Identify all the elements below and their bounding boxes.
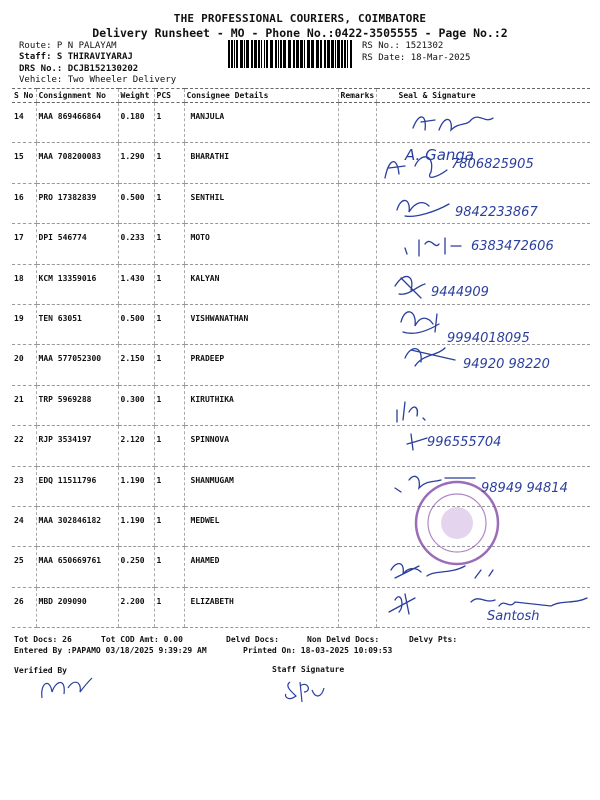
handwritten-number: 94920 98220 [463, 357, 550, 372]
row-pcs: 1 [154, 385, 184, 425]
barcode-bar [307, 40, 310, 68]
row-sno: 24 [12, 506, 36, 546]
row-remarks [338, 264, 376, 304]
row-sno: 26 [12, 587, 36, 627]
row-remarks [338, 304, 376, 344]
row-weight: 0.300 [118, 385, 154, 425]
handwritten-number: 6383472606 [471, 239, 554, 254]
delivery-points: Delvy Pts: [409, 635, 458, 644]
total-docs: Tot Docs: 26 [14, 635, 72, 644]
col-pcs: PCS [154, 89, 184, 103]
row-consignee: BHARATHI [184, 143, 338, 183]
row-weight: 0.500 [118, 183, 154, 223]
row-sno: 18 [12, 264, 36, 304]
row-sno: 21 [12, 385, 36, 425]
verifier-signature [36, 670, 96, 704]
row-consignment-no: EDQ 11511796 [36, 466, 118, 506]
row-weight: 2.150 [118, 345, 154, 385]
row-remarks [338, 547, 376, 587]
signature-stroke [397, 402, 425, 422]
barcode-bar [270, 40, 273, 68]
row-pcs: 1 [154, 183, 184, 223]
drs-label: DRS No.: DCJB152130202 [19, 64, 139, 74]
row-pcs: 1 [154, 506, 184, 546]
barcode-bar [231, 40, 233, 68]
vehicle-label: Vehicle: Two Wheeler Delivery [19, 75, 177, 85]
barcode-bar [296, 40, 299, 68]
entered-by: Entered By :PAPAMO 03/18/2025 9:39:29 AM [14, 646, 207, 655]
row-consignee: ELIZABETH [184, 587, 338, 627]
handwritten-name: A. Ganga [405, 146, 475, 164]
handwritten-number: 996555704 [427, 435, 502, 450]
barcode-bar [341, 40, 343, 68]
barcode-bar [283, 40, 286, 68]
row-consignee: PRADEEP [184, 345, 338, 385]
barcode-bar [344, 40, 346, 68]
barcode-bar [327, 40, 330, 68]
barcode-bar [234, 40, 235, 68]
row-consignment-no: MBD 209090 [36, 587, 118, 627]
row-pcs: 1 [154, 345, 184, 385]
non-delivered-docs: Non Delvd Docs: [307, 635, 380, 644]
row-remarks [338, 426, 376, 466]
signature-stroke [405, 348, 455, 366]
signature-stroke [395, 276, 425, 298]
row-remarks [338, 103, 376, 143]
barcode-icon [228, 40, 354, 68]
row-remarks [338, 506, 376, 546]
row-pcs: 1 [154, 587, 184, 627]
signature-stroke [405, 238, 461, 256]
row-consignment-no: TRP 5969288 [36, 385, 118, 425]
barcode-bar [261, 40, 262, 68]
runsheet-subtitle: Delivery Runsheet - MO - Phone No.:0422-3505555 - Page No.:2 [92, 26, 508, 40]
row-pcs: 1 [154, 143, 184, 183]
row-pcs: 1 [154, 224, 184, 264]
row-remarks [338, 143, 376, 183]
signature-stroke [471, 598, 587, 606]
row-consignment-no: TEN 63051 [36, 304, 118, 344]
total-cod: Tot COD Amt: 0.00 [101, 635, 183, 644]
row-consignee: MEDWEL [184, 506, 338, 546]
row-consignee: SHANMUGAM [184, 466, 338, 506]
row-weight: 1.190 [118, 466, 154, 506]
row-weight: 0.500 [118, 304, 154, 344]
row-sno: 16 [12, 183, 36, 223]
barcode-bar [304, 40, 305, 68]
row-consignee: AHAMED [184, 547, 338, 587]
row-consignment-no: DPI 546774 [36, 224, 118, 264]
row-consignment-no: MAA 650669761 [36, 547, 118, 587]
company-title: THE PROFESSIONAL COURIERS, COIMBATORE [173, 12, 427, 25]
barcode-bar [311, 40, 314, 68]
barcode-bar [335, 40, 336, 68]
handwritten-number: 9444909 [431, 285, 489, 300]
barcode-bar [316, 40, 319, 68]
signature-stroke [413, 117, 493, 130]
barcode-bar [320, 40, 322, 68]
handwritten-number: 9842233867 [455, 205, 538, 220]
row-weight: 1.190 [118, 506, 154, 546]
row-consignee: MANJULA [184, 103, 338, 143]
row-consignee: KIRUTHIKA [184, 385, 338, 425]
stamp-seal-icon [412, 478, 502, 568]
row-consignee: VISHWANATHAN [184, 304, 338, 344]
row-weight: 2.200 [118, 587, 154, 627]
signature-stroke [407, 434, 427, 450]
barcode-bar [264, 40, 265, 68]
col-signature: Seal & Signature [376, 89, 590, 103]
col-consignment: Consignment No [36, 89, 118, 103]
row-weight: 1.430 [118, 264, 154, 304]
row-sno: 25 [12, 547, 36, 587]
row-consignment-no: MAA 708200083 [36, 143, 118, 183]
row-weight: 1.290 [118, 143, 154, 183]
row-consignee: SPINNOVA [184, 426, 338, 466]
rs-number: RS No.: 1521302 [362, 41, 444, 51]
row-pcs: 1 [154, 426, 184, 466]
row-consignee: SENTHIL [184, 183, 338, 223]
staff-label: Staff: S THIRAVIYARAJ [19, 52, 133, 62]
row-pcs: 1 [154, 264, 184, 304]
row-sno: 23 [12, 466, 36, 506]
col-remarks: Remarks [338, 89, 376, 103]
col-consignee: Consignee Details [184, 89, 338, 103]
delivered-docs: Delvd Docs: [226, 635, 279, 644]
row-remarks [338, 385, 376, 425]
row-consignment-no: MAA 577052300 [36, 345, 118, 385]
row-pcs: 1 [154, 466, 184, 506]
rs-date: RS Date: 18-Mar-2025 [362, 53, 471, 63]
route-label: Route: P N PALAYAM [19, 41, 117, 51]
row-consignee: MOTO [184, 224, 338, 264]
row-remarks [338, 183, 376, 223]
staff-signature-label: Staff Signature [272, 665, 345, 674]
row-remarks [338, 466, 376, 506]
barcode-bar [236, 40, 238, 68]
row-weight: 2.120 [118, 426, 154, 466]
row-consignee: KALYAN [184, 264, 338, 304]
row-consignment-no: KCM 13359016 [36, 264, 118, 304]
barcode-bar [293, 40, 295, 68]
barcode-bar [244, 40, 245, 68]
printed-on: Printed On: 18-03-2025 10:09:53 [243, 646, 393, 655]
handwritten-number: 9994018095 [447, 331, 530, 346]
row-sno: 14 [12, 103, 36, 143]
col-sno: S No [12, 89, 36, 103]
row-remarks [338, 345, 376, 385]
row-consignment-no: RJP 3534197 [36, 426, 118, 466]
barcode-bar [278, 40, 279, 68]
barcode-bar [324, 40, 326, 68]
row-remarks [338, 587, 376, 627]
row-weight: 0.233 [118, 224, 154, 264]
barcode-bar [347, 40, 348, 68]
row-consignment-no: MAA 869466864 [36, 103, 118, 143]
handwritten-number: 7806825905 [451, 157, 534, 172]
handwritten-number: 98949 94814 [481, 481, 568, 496]
row-sno: 20 [12, 345, 36, 385]
barcode-bar [288, 40, 291, 68]
barcode-bar [300, 40, 303, 68]
barcode-bar [258, 40, 260, 68]
barcode-bar [350, 40, 352, 68]
barcode-bar [337, 40, 340, 68]
barcode-bar [266, 40, 268, 68]
barcode-bar [228, 40, 230, 68]
row-weight: 0.250 [118, 547, 154, 587]
barcode-bar [251, 40, 253, 68]
row-consignment-no: PRO 17382839 [36, 183, 118, 223]
signature-stroke [397, 200, 449, 216]
row-sno: 17 [12, 224, 36, 264]
row-sno: 22 [12, 426, 36, 466]
handwritten-name: Santosh [487, 609, 540, 624]
barcode-bar [254, 40, 257, 68]
staff-signature [282, 676, 332, 706]
row-weight: 0.180 [118, 103, 154, 143]
row-sno: 19 [12, 304, 36, 344]
row-remarks [338, 224, 376, 264]
row-pcs: 1 [154, 304, 184, 344]
barcode-bar [240, 40, 243, 68]
barcode-bar [275, 40, 277, 68]
barcode-bar [246, 40, 249, 68]
row-sno: 15 [12, 143, 36, 183]
col-weight: Weight [118, 89, 154, 103]
signature-stroke [389, 594, 415, 614]
verified-by-label: Verified By [14, 666, 67, 675]
row-pcs: 1 [154, 103, 184, 143]
row-pcs: 1 [154, 547, 184, 587]
signature-stroke [401, 312, 439, 333]
barcode-bar [331, 40, 334, 68]
barcode-bar [280, 40, 282, 68]
row-consignment-no: MAA 302846182 [36, 506, 118, 546]
